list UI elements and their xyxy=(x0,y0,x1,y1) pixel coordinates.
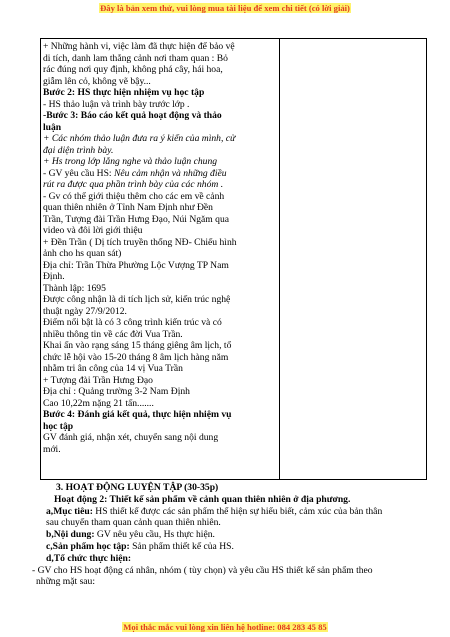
table-line: + Các nhóm thảo luận đưa ra ý kiến của mình, cử xyxy=(43,133,236,144)
objective-label: a,Mục tiêu: xyxy=(46,505,93,517)
content-line xyxy=(36,529,436,541)
table-column-divider xyxy=(279,39,280,479)
table-line: mới. xyxy=(43,443,61,455)
preview-banner xyxy=(0,3,450,13)
table-line: + Những hành vi, việc làm đã thực hiện để bảo vệ xyxy=(43,41,235,52)
table-line: - GV yêu cầu HS: Nêu cảm nhận và những điều xyxy=(43,167,227,179)
table-line: ảnh cho hs quan sát) xyxy=(43,248,122,259)
content-text: GV nêu yêu cầu, Hs thực hiện. xyxy=(94,529,215,541)
table-line: rút ra được qua phần trình bày của các nhóm . xyxy=(43,179,224,190)
hotline-banner xyxy=(0,622,450,632)
step-heading: -Bước 3: Báo cáo kết quả hoạt động và thảo xyxy=(43,110,222,121)
table-line: quan thiên nhiên ở Tỉnh Nam Định như Đền xyxy=(43,202,213,213)
product-text: Sản phẩm thiết kế của HS. xyxy=(129,540,234,552)
table-line: đại diện trình bày. xyxy=(43,144,114,156)
table-line: Địa chỉ: Trần Thừa Phường Lộc Vượng TP Nam xyxy=(43,259,229,271)
table-line: GV đánh giá, nhận xét, chuyển sang nội dung xyxy=(43,432,219,443)
product-line xyxy=(36,541,436,553)
step-heading: học tập xyxy=(43,420,74,432)
table-line: rác đúng nơi quy định, không phá cây, hái hoa, xyxy=(43,64,223,75)
table-line: nhiều thông tin về các đời Vua Trần. xyxy=(43,328,183,340)
activity-title: Hoạt động 2: Thiết kế sản phẩm về cảnh quan thiên nhiên ở địa phương. xyxy=(54,493,351,505)
table-line: video và đôi lời giới thiệu xyxy=(43,225,143,236)
table-left-cell xyxy=(43,41,277,455)
step-heading: luận xyxy=(43,121,62,133)
table-line: - Gv có thể giới thiệu thêm cho các em về cảnh xyxy=(43,190,225,202)
table-line: thuật ngày 27/9/2012. xyxy=(43,305,127,317)
practice-section xyxy=(32,482,436,588)
organization-text-2: những mặt sau: xyxy=(36,576,96,588)
table-line: nhằm tri ân công của 14 vị Vua Trần xyxy=(43,363,183,374)
table-line: giẫm lên cỏ, không vẽ bậy... xyxy=(43,75,151,87)
content-label: b,Nội dung: xyxy=(46,529,95,541)
table-line: Được công nhận là di tích lịch sử, kiến trúc nghệ xyxy=(43,294,231,305)
table-line: + Tượng đài Trần Hưng Đạo xyxy=(43,374,153,386)
table-line: chức lễ hội vào 15-20 tháng 8 âm lịch hàng năm xyxy=(43,351,229,363)
lesson-table xyxy=(40,38,427,480)
step-heading: Bước 4: Đánh giá kết quả, thực hiện nhiệm vụ xyxy=(43,409,232,420)
preview-banner-text: Đây là bản xem thử, vui lòng mua tài liệu để xem chi tiết (có lời giải) xyxy=(100,3,350,13)
objective-line xyxy=(36,506,436,518)
table-line: di tích, danh lam thắng cảnh nơi tham quan : Bỏ xyxy=(43,52,228,64)
table-line: + Hs trong lớp lắng nghe và thảo luận chung xyxy=(43,156,218,167)
hotline-banner-text: Mọi thắc mắc vui lòng xin liên hệ hotline: 084 283 45 85 xyxy=(123,622,327,632)
table-line: Địa chỉ : Quảng trường 3-2 Nam Định xyxy=(43,386,190,397)
table-line: Điểm nổi bật là có 3 công trình kiến trúc và có xyxy=(43,317,222,328)
section-title: 3. HOẠT ĐỘNG LUYỆN TẬP (30-35p) xyxy=(56,482,219,493)
organization-label: d,Tổ chức thực hiện: xyxy=(46,552,132,564)
objective-text: HS thiết kế được các sản phẩm thể hiện sự hiểu biết, cảm xúc của bản thân xyxy=(92,505,383,517)
table-line: Thành lập: 1695 xyxy=(43,282,106,294)
table-line: + Đền Trần ( Dị tích truyền thống NĐ- Chiếu hình xyxy=(43,236,237,248)
table-line: Định. xyxy=(43,271,65,282)
objective-line-2: sau chuyến tham quan cảnh quan thiên nhiên. xyxy=(46,517,221,529)
table-line: Khai ấn vào rạng sáng 15 tháng giêng âm lịch, tổ xyxy=(43,340,232,351)
table-line: Trần, Tượng đài Trần Hưng Đạo, Núi Ngăm qua xyxy=(43,213,230,225)
table-line: - HS thảo luận và trình bày trước lớp . xyxy=(43,98,190,110)
product-label: c,Sản phẩm học tập: xyxy=(46,540,130,552)
step-heading: Bước 2: HS thực hiện nhiệm vụ học tập xyxy=(43,87,205,98)
organization-text: - GV cho HS hoạt động cá nhân, nhóm ( tùy chọn) và yêu cầu HS thiết kế sản phẩm theo xyxy=(32,564,373,576)
table-line: Cao 10,22m nặng 21 tấn....... xyxy=(43,397,154,409)
